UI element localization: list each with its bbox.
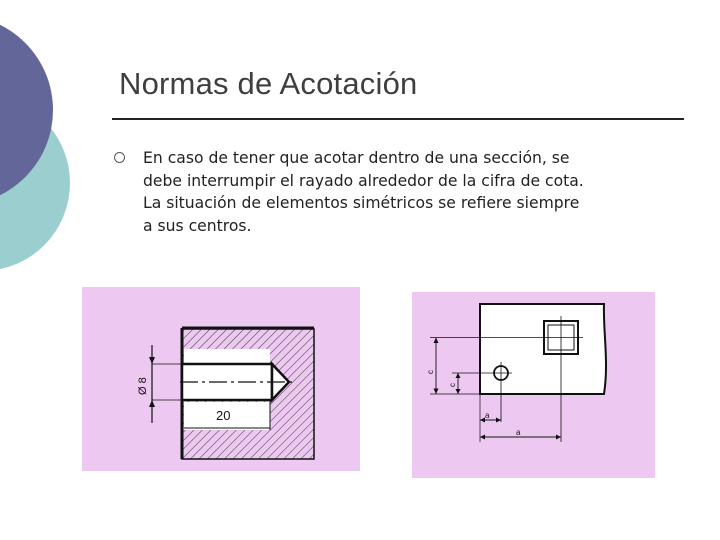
horizontal-dimension-label-inner: a <box>485 411 490 420</box>
bullet-line: En caso de tener que acotar dentro de una sección, se <box>143 149 570 167</box>
bullet-line: debe interrumpir el rayado alrededor de la cifra de cota. <box>143 171 584 190</box>
bullet-circle-icon <box>114 152 125 163</box>
purple-circle <box>0 15 53 205</box>
length-dimension-label: 20 <box>216 408 231 423</box>
symmetric-elements-figure <box>412 292 655 478</box>
bullet-paragraph <box>143 147 695 237</box>
vertical-dimension-label-outer: c <box>426 370 435 374</box>
teal-circle <box>0 95 70 271</box>
horizontal-dimension-label-outer: a <box>516 428 521 437</box>
slide-title: Normas de Acotación <box>119 66 418 101</box>
bullet-line: a sus centros. <box>143 216 252 235</box>
section-dimension-figure <box>82 287 360 471</box>
vertical-dimension-label-inner: c <box>448 383 457 387</box>
title-divider <box>112 118 684 120</box>
bullet-line: La situación de elementos simétricos se refiere siempre <box>143 194 580 213</box>
diameter-dimension-label: Ø 8 <box>137 377 149 395</box>
